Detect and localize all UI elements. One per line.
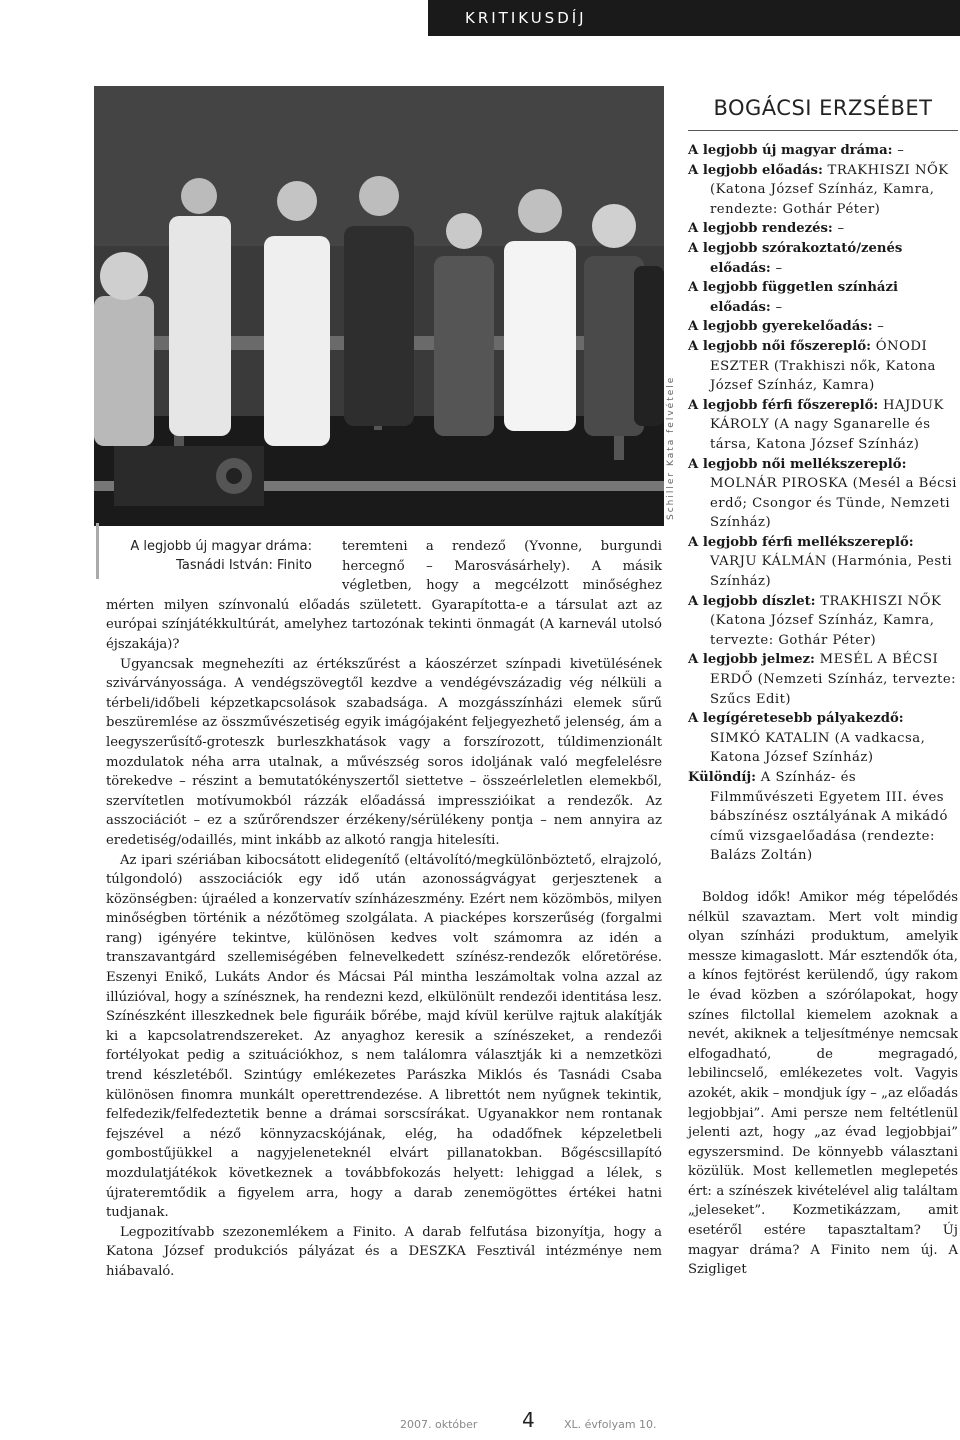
- stage-photo: [94, 86, 664, 526]
- award-item: [688, 317, 958, 337]
- awards-list: [688, 141, 958, 866]
- award-value: –: [770, 260, 783, 276]
- divider: [688, 130, 958, 131]
- award-value: MESÉL A BÉCSI ERDŐ (Nemzeti Színház, tervezte: Szűcs Edit): [710, 652, 957, 707]
- essay: [688, 888, 958, 1280]
- award-label: A legjobb szórakoztató/zenés előadás:: [688, 240, 903, 276]
- award-item: [688, 219, 958, 239]
- award-label: A legjobb független színházi előadás:: [688, 280, 898, 315]
- award-label: A legjobb előadás:: [688, 162, 823, 178]
- award-label: A legjobb díszlet:: [688, 593, 816, 609]
- award-value: –: [832, 221, 845, 237]
- award-value: SIMKÓ KATALIN (A vadkacsa, Katona József Színház): [710, 730, 926, 766]
- stage-photo-image: [94, 86, 664, 526]
- award-value: ÓNODI ESZTER (Trakhiszi nők, Katona József Színház, Kamra): [710, 338, 936, 394]
- issue-date: 2007. október: [400, 1418, 478, 1431]
- award-label: A legjobb női mellékszereplő:: [688, 456, 907, 472]
- caption-bar: [96, 523, 99, 579]
- award-item: [688, 709, 958, 768]
- award-value: A Színház- és Filmművészeti Egyetem III. éves bábszínész osztályának A mikádó című vizsgaelőadása (rendezte: Balázs Zoltán): [710, 770, 948, 864]
- award-label: A legjobb férfi főszereplő:: [688, 397, 879, 413]
- award-label: A legjobb rendezés:: [688, 221, 833, 237]
- section-title: KRITIKUSDÍJ: [465, 9, 587, 27]
- paragraph: Az ipari szériában kibocsátott elidegenítő (eltávolító/megkülönböztető, elrajzoló, túlgondoló) asszociációk egy idő után azonosságvágyat gerjesztenek a közönségben: újraéled a konzervatív színházeszmény. Ezért nem közömbös, milyen minőségben történik a nézőtömeg szolgálata. A piacképes korszerűség (forgalmi rang) igényére tekintve, különösen kedves volt számomra az idén a transzavantgárd szellemiségében felnevelkedett színész-rendezők előretörése. Eszenyi Enikő, Lukáts Andor és Mácsai Pál mintha leszámoltak volna azzal az illúzióval, hogy a színésznek, ha rendezni kezd, elkülönült rendezői identitása lesz. Színészként illeszkednek bele figuráik bőrébe, majd kívül kerülve rajtuk alakítják ki a kapcsolatrendszereket. Az anyaghoz keresik a színészeket, a rendezői fortélyokat pedig a szituációkhoz, s nem találomra választják ki a nemzetközi trend készletéből. Szintúgy emlékezetes Parászka Miklós és Tasnádi Csaba különösen finomra munkált operettrendezése. A librettót nem nyűgnek tekintik, felfedezik/felfedeztetik benne a drámai sorscsírákat. Ugyanakkor nem rontanak fejszével a néző könnyzacskójának, elég, ha odadőfnek képzeletbeli gombostűjükkel a nagyjeleneteknél elvárt pillanatokban. Bőgéscsillapító mozdulatjátékok következnek a továbbfokozás helyett: lehiggad a lélek, s újrateremtődik a figyelem arra, hogy a darab zenemögöttes értékei hatni tudjanak.: [106, 852, 662, 1221]
- photo-caption: [106, 537, 312, 575]
- award-item: [688, 650, 958, 709]
- paragraph: Ugyancsak megnehezíti az értékszűrést a káoszérzet színpadi kivetülésének szivárványossága. A vendégszövegtől kezdve a vendégévszázadig vég nélküli a térbeli/időbeli képzetkapcsolások szabadsága. A mozgásszínházi elemek sűrű beszüremlése az összművészetiség egyik imágójaként feljegyezhető jelenség, ám a leegyszerűsítő-groteszk burleszkhatások vagy a forszírozott, túldimenzionált mozdulatok néha arra utalnak, a művészség soros idoljának való megfelelésre törekedve – részint a bemutatókényszertől siettetve – összeérleletlen elemekből, szervítetlen motívumokból rázzák előadássá impresszióikat a rendezők. Az asszociációt – ez a szűrőrendszer érzékeny/sérülékeny pontja – nem annyira az eredetiség/odaillés, mint inkább az alkotó rangja hitelesíti.: [106, 656, 662, 848]
- award-value: TRAKHISZI NŐK (Katona József Színház, Kamra, tervezte: Gothár Péter): [710, 593, 942, 648]
- award-item: [688, 455, 958, 533]
- award-label: A legjobb új magyar dráma:: [688, 143, 893, 158]
- award-value: –: [872, 319, 885, 335]
- page-number: 4: [522, 1408, 535, 1432]
- award-item: [688, 533, 958, 592]
- paragraph: teremteni a rendező (Yvonne, burgundi hercegnő – Marosvásárhely). A másik végletben, hogy a megcélzott minőséghez mérten milyen színvonalú előadás született. Gyarapította-e a társulat azt az európai színjátékkultúrát, amelyhez tartozónak tekinti önmagát (A karnevál utolsó éjszakája)?: [106, 539, 662, 652]
- award-item: [688, 161, 958, 220]
- paragraph: Legpozitívabb szezonemlékem a Finito. A darab felfutása bizonyítja, hogy a Katona József produkciós pályázat és a DESZKA Fesztivál intézménye nem hiábavaló.: [106, 1224, 662, 1279]
- award-label: A legjobb férfi mellékszereplő:: [688, 534, 914, 550]
- award-label: A legjobb jelmez:: [688, 652, 815, 668]
- award-item: [688, 278, 958, 317]
- award-label: A legjobb női főszereplő:: [688, 338, 872, 354]
- sidebar-column: [688, 96, 958, 1280]
- caption-line: Tasnádi István: Finito: [176, 558, 312, 573]
- award-value: HAJDUK KÁROLY (A nagy Sganarelle és társa, Katona József Színház): [710, 397, 944, 452]
- award-item: [688, 239, 958, 278]
- volume: XL. évfolyam 10.: [564, 1418, 657, 1431]
- award-label: A legjobb gyerekelőadás:: [688, 319, 873, 335]
- award-value: TRAKHISZI NŐK (Katona József Színház, Kamra, rendezte: Gothár Péter): [710, 162, 949, 217]
- award-item: [688, 396, 958, 455]
- critic-name: BOGÁCSI ERZSÉBET: [713, 96, 933, 120]
- award-label: A legígéretesebb pályakezdő:: [688, 711, 904, 727]
- award-value: –: [892, 143, 905, 158]
- essay-paragraph: Boldog idők! Amikor még tépelődés nélkül szavaztam. Mert volt mindig olyan színházi produktum, amelyik messze kimagaslott. Már esztendők óta, a kínos fejtörést kerülendő, úgy rakom le évad közben a szórólapokat, hogy színes filctollal kiemelem azoknak a nevét, akiknek a teljesítménye nemcsak elfogadható, de megragadó, lebilincselő, emlékezetes volt. Vagyis azokét, akik – mondjuk így – „az előadás legjobbjai”. Ami persze nem feltétlenül jelenti azt, hogy „az évad legjobbjai” egyszersmind. De könnyebb választani közülük. Most kellemetlen meglepetés ért: a színészek kivételével alig találtam „jeleseket”. Kozmetikázzam, amit esetéről estére tapasztaltam? Új magyar dráma? A Finito nem új. A Szigliget: [688, 889, 958, 1278]
- award-value: –: [770, 299, 783, 315]
- award-value: VARJU KÁLMÁN (Harmónia, Pesti Színház): [710, 554, 953, 590]
- award-item: [688, 768, 958, 866]
- main-article: [106, 537, 662, 1282]
- photo-credit-text: Schiller Kata felvétele: [666, 375, 676, 520]
- section-header: [428, 0, 960, 36]
- award-item: [688, 592, 958, 651]
- award-label: Különdíj:: [688, 770, 757, 785]
- page-footer: [0, 1404, 960, 1440]
- award-item: [688, 337, 958, 396]
- award-value: MOLNÁR PIROSKA (Mesél a Bécsi erdő; Csongor és Tünde, Nemzeti Színház): [710, 476, 958, 531]
- caption-line: A legjobb új magyar dráma:: [130, 539, 312, 554]
- award-item: [688, 141, 958, 161]
